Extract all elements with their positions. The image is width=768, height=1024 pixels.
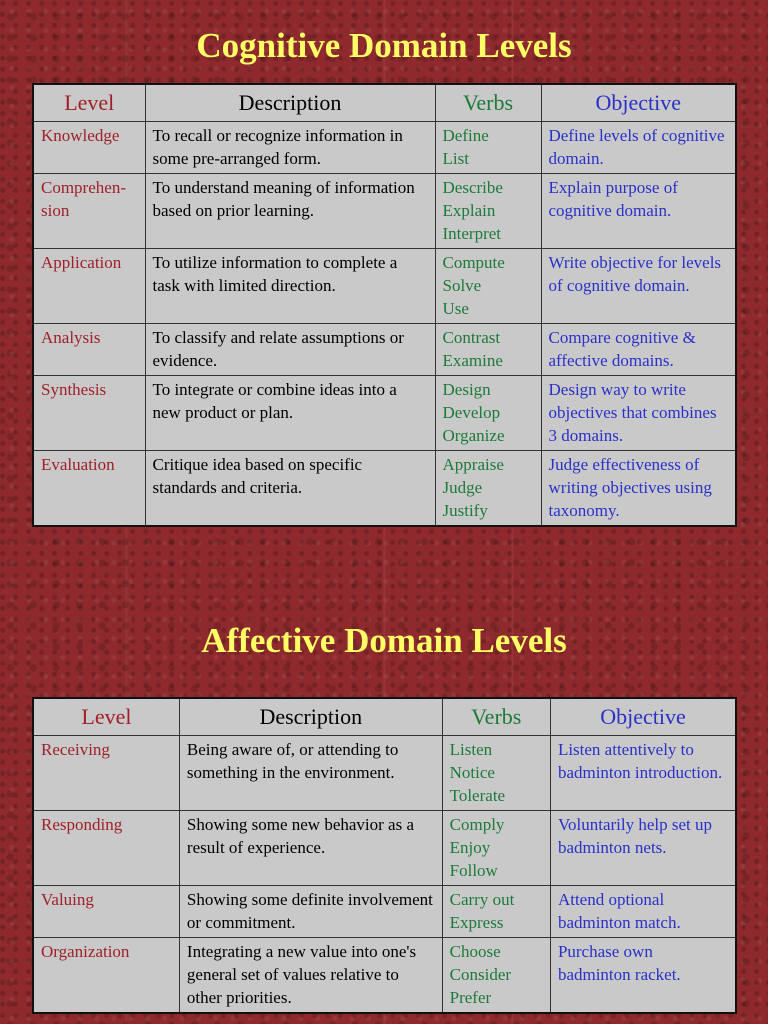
verb-item: Define [442, 126, 489, 145]
cell-verbs [435, 376, 541, 451]
table-row [33, 174, 736, 249]
cell-objective: Voluntarily help set up badminton nets. [550, 811, 736, 886]
table-row [33, 451, 736, 527]
cell-description: Being aware of, or attending to something in the environment. [179, 736, 442, 811]
cell-level: Analysis [33, 324, 145, 376]
verb-item: Organize [442, 426, 505, 445]
cell-verbs [435, 451, 541, 527]
cell-objective: Attend optional badminton match. [550, 886, 736, 938]
verb-item: Enjoy [449, 838, 491, 857]
cell-objective: Define levels of cognitive domain. [541, 122, 736, 174]
verb-item: Consider [449, 965, 512, 984]
header-objective: Objective [550, 698, 736, 736]
cell-description: Showing some new behavior as a result of experience. [179, 811, 442, 886]
table-row [33, 886, 736, 938]
header-objective: Objective [541, 84, 736, 122]
verb-item: Appraise [442, 455, 504, 474]
header-description: Description [145, 84, 435, 122]
header-level: Level [33, 698, 179, 736]
affective-table-body [33, 736, 736, 1014]
verb-item: Develop [442, 403, 501, 422]
table-row [33, 122, 736, 174]
verb-item: Compute [442, 253, 505, 272]
verb-item: Explain [442, 201, 496, 220]
cell-objective: Design way to write objectives that combines 3 domains. [541, 376, 736, 451]
verb-item: Examine [442, 351, 503, 370]
cell-verbs [435, 324, 541, 376]
verb-item: Choose [449, 942, 501, 961]
verb-item: Design [442, 380, 491, 399]
cell-description: To classify and relate assumptions or evidence. [145, 324, 435, 376]
table-row [33, 249, 736, 324]
verb-item: Justify [442, 501, 488, 520]
header-verbs: Verbs [442, 698, 550, 736]
cell-verbs [435, 249, 541, 324]
cognitive-table-body [33, 122, 736, 527]
verb-item: Express [449, 913, 504, 932]
cognitive-title: Cognitive Domain Levels [196, 26, 572, 65]
cell-level: Synthesis [33, 376, 145, 451]
cell-level: Valuing [33, 886, 179, 938]
header-verbs: Verbs [435, 84, 541, 122]
verb-item: Comply [449, 815, 505, 834]
verb-item: Interpret [442, 224, 502, 243]
cell-verbs [435, 174, 541, 249]
cognitive-table [32, 83, 737, 527]
verb-item: Prefer [449, 988, 492, 1007]
cell-objective: Purchase own badminton racket. [550, 938, 736, 1014]
verb-item: Contrast [442, 328, 501, 347]
verb-item: List [442, 149, 469, 168]
cell-description: Integrating a new value into one's general set of values relative to other priorities. [179, 938, 442, 1014]
cell-description: Showing some definite involvement or commitment. [179, 886, 442, 938]
cell-level: Responding [33, 811, 179, 886]
verb-item: Judge [442, 478, 483, 497]
cell-verbs [442, 811, 550, 886]
cell-level: Application [33, 249, 145, 324]
cell-level: Organization [33, 938, 179, 1014]
table-row [33, 811, 736, 886]
header-description: Description [179, 698, 442, 736]
verb-item: Describe [442, 178, 503, 197]
verb-item: Solve [442, 276, 482, 295]
verb-item: Listen [449, 740, 493, 759]
verb-item: Notice [449, 763, 495, 782]
cell-level: Comprehen-sion [33, 174, 145, 249]
cell-objective: Compare cognitive & affective domains. [541, 324, 736, 376]
cell-verbs [442, 736, 550, 811]
verb-item: Use [442, 299, 469, 318]
cell-objective: Listen attentively to badminton introduction. [550, 736, 736, 811]
affective-table [32, 697, 737, 1014]
cell-objective: Judge effectiveness of writing objectives using taxonomy. [541, 451, 736, 527]
cell-description: Critique idea based on specific standards and criteria. [145, 451, 435, 527]
verb-item: Tolerate [449, 786, 506, 805]
cell-level: Evaluation [33, 451, 145, 527]
cell-objective: Write objective for levels of cognitive domain. [541, 249, 736, 324]
header-level: Level [33, 84, 145, 122]
cell-verbs [442, 886, 550, 938]
cell-description: To recall or recognize information in some pre-arranged form. [145, 122, 435, 174]
affective-title: Affective Domain Levels [201, 621, 567, 660]
table-row [33, 324, 736, 376]
cell-level: Knowledge [33, 122, 145, 174]
verb-item: Carry out [449, 890, 515, 909]
cell-objective: Explain purpose of cognitive domain. [541, 174, 736, 249]
table-header-row [33, 84, 736, 122]
cell-description: To utilize information to complete a task with limited direction. [145, 249, 435, 324]
table-row [33, 376, 736, 451]
cell-description: To integrate or combine ideas into a new product or plan. [145, 376, 435, 451]
table-header-row [33, 698, 736, 736]
table-row [33, 938, 736, 1014]
table-row [33, 736, 736, 811]
verb-item: Follow [449, 861, 498, 880]
cell-verbs [442, 938, 550, 1014]
cell-level: Receiving [33, 736, 179, 811]
cell-verbs [435, 122, 541, 174]
cell-description: To understand meaning of information based on prior learning. [145, 174, 435, 249]
